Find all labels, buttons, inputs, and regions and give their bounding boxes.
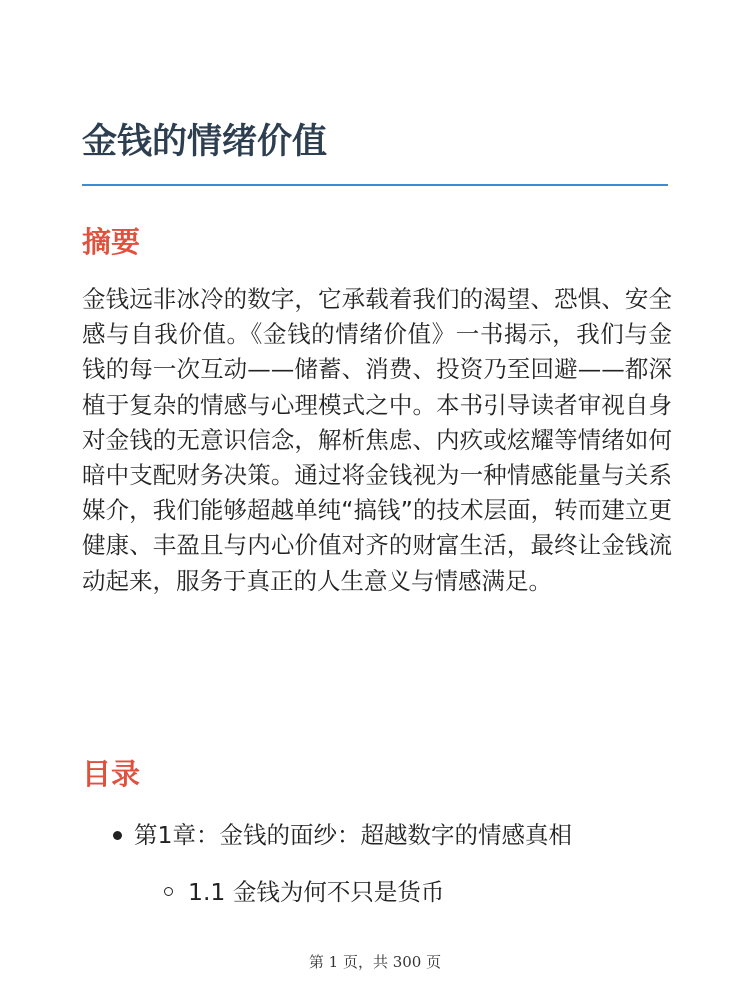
toc-item-chapter-1[interactable]: 第1章：金钱的面纱：超越数字的情感真相 [134,821,572,849]
toc-item-section-1-1[interactable]: 1.1 金钱为何不只是货币 [188,878,445,906]
toc-heading: 目录 [82,757,141,791]
bullet-circle-icon [164,887,173,896]
document-title: 金钱的情绪价值 [82,122,328,162]
bullet-disc-icon [113,831,122,840]
abstract-heading: 摘要 [82,225,141,259]
page-number: 第 1 页，共 300 页 [308,953,442,971]
abstract-text: 金钱远非冰冷的数字，它承载着我们的渴望、恐惧、安全感与自我价值。《金钱的情绪价值》一书揭示，我们与金钱的每一次互动——储蓄、消费、投资乃至回避——都深植于复杂的情感与心理模式之中。本书引导读者审视自身对金钱的无意识信念，解析焦虑、内疚或炫耀等情绪如何暗中支配财务决策。通过将金钱视为一种情感能量与关系媒介，我们能够超越单纯“搞钱”的技术层面，转而建立更健康、丰盈且与内心价值对齐的财富生活，最终让金钱流动起来，服务于真正的人生意义与情感满足。 [82,285,672,595]
title-divider [82,184,668,186]
